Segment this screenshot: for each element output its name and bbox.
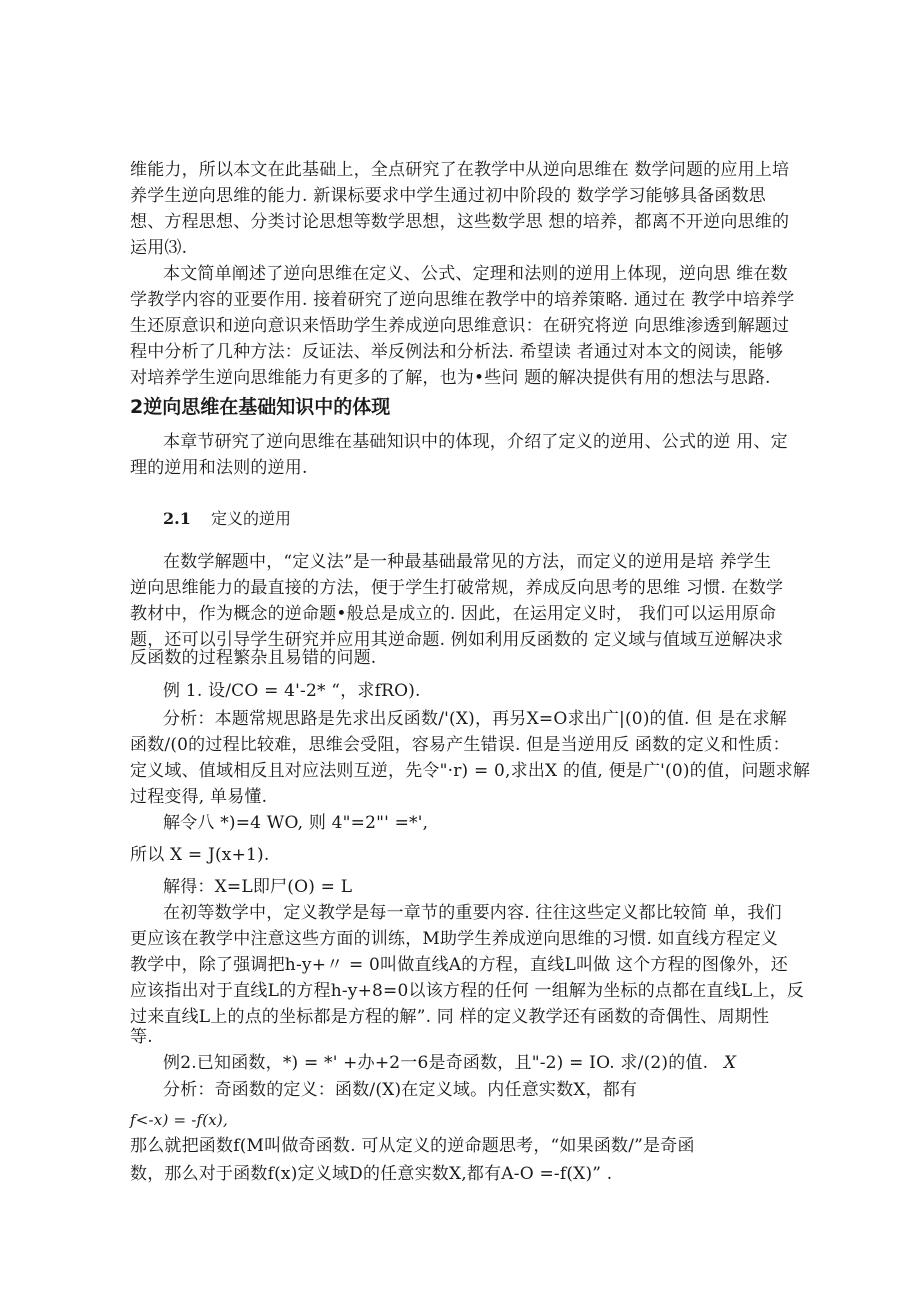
- paragraph-line: 生还原意识和逆向意识来悟助学生养成逆向思维意识：在研究将逆 向思维渗透到解题过: [130, 316, 790, 336]
- paragraph-line: 在初等数学中，定义教学是每一章节的重要内容. 往往这些定义都比较简 单，我们: [163, 903, 782, 923]
- solution-line: 所以 X = J(x+1).: [130, 845, 270, 865]
- paragraph-line: 维能力，所以本文在此基础上，全点研究了在教学中从逆向思维在 数学问题的应用上培: [130, 160, 790, 180]
- paragraph-line: 想、方程思想、分类讨论思想等数学思想，这些数学思 想的培养，都离不开逆向思维的: [130, 212, 790, 232]
- paragraph-line: 教学中，除了强调把h-y+〃 = 0叫做直线A的方程，直线L叫做 这个方程的图像外，还: [130, 955, 788, 975]
- paragraph-line: 程中分析了几种方法：反证法、举反例法和分析法. 希望读 者通过对本文的阅读，能够: [130, 342, 784, 362]
- paragraph-line: 应该指出对于直线L的方程h-y+8=0以该方程的任何 一组解为坐标的点都在直线L上，反: [130, 981, 804, 1001]
- paragraph-line: 反函数的过程繁杂且易错的问题.: [130, 648, 377, 668]
- solution-line: 解得：X=L即尸(O) = L: [163, 877, 353, 897]
- analysis-line: 函数/(0的过程比较难，思维会受阻，容易产生错误. 但是当逆用反 函数的定义和性质：: [130, 735, 790, 755]
- paragraph-line: 题，还可以引导学生研究并应用其逆命题. 例如利用反函数的 定义域与值域互逆解决求: [130, 630, 784, 650]
- section-heading: 2逆向思维在基础知识中的体现: [130, 396, 391, 418]
- paragraph-line: 理的逆用和法则的逆用.: [130, 458, 308, 478]
- paragraph-line: 数，那么对于函数f(x)定义域D的任意实数X,都有A-O =-f(X)” .: [130, 1164, 613, 1184]
- paragraph-line: 那么就把函数f(M叫做奇函数. 可从定义的逆命题思考，“如果函数/”是奇函: [130, 1136, 695, 1156]
- paragraph-line: 学教学内容的亚要作用. 接着研究了逆向思维在教学中的培养策略. 通过在 教学中培养学: [130, 290, 795, 310]
- paragraph-line: 本章节研究了逆向思维在基础知识中的体现，介绍了定义的逆用、公式的逆 用、定: [163, 432, 788, 452]
- paragraph-line: 更应该在教学中注意这些方面的训练，M助学生养成逆向思维的习惯. 如直线方程定义: [130, 929, 779, 949]
- paragraph-line: 等.: [130, 1027, 153, 1047]
- paragraph-line: 养学生逆向思维的能力. 新课标要求中学生通过初中阶段的 数学学习能够具备函数思: [130, 186, 767, 206]
- paragraph-line: 运用⑶.: [130, 238, 188, 258]
- analysis-line: 分析：奇函数的定义：函数/(X)在定义域。内任意实数X，都有: [163, 1080, 638, 1100]
- analysis-line: 过程变得, 单易懂.: [130, 787, 268, 807]
- paragraph-line: 对培养学生逆向思维能力有更多的了解，也为•些问 题的解决提供有用的想法与思路.: [130, 368, 771, 388]
- paragraph-line: 在数学解题中，“定义法”是一种最基础最常见的方法，而定义的逆用是培 养学生: [163, 552, 772, 572]
- paragraph-line: 过来直线L上的点的坐标都是方程的解”. 同 样的定义教学还有函数的奇偶性、周期性: [130, 1007, 770, 1027]
- example-text: 例2.已知函数，*) = *' +办+2一6是奇函数，且"-2) = IO. 求/(2)的值.: [163, 1053, 709, 1073]
- solution-line: 解令八 *)=4 WO, 则 4"=2"' =*',: [163, 813, 429, 833]
- subsection-number: 2.1: [163, 509, 191, 528]
- paragraph-line: 教材中，作为概念的逆命题•般总是成立的. 因此，在运用定义时， 我们可以运用原命: [130, 604, 777, 624]
- example-statement: 例 1. 设/CO = 4'-2* “，求fRO).: [163, 681, 421, 701]
- subsection-heading: [163, 507, 291, 531]
- analysis-line: 定义域、值域相反且对应法则互逆，先令"·r) = 0,求出X 的值, 便是广'(0)的值，问题求解: [130, 761, 811, 781]
- paragraph-line: 本文简单阐述了逆向思维在定义、公式、定理和法则的逆用上体现，逆向思 维在数: [163, 264, 788, 284]
- formula: f<-x) = -f(x),: [130, 1111, 228, 1129]
- analysis-line: 分析：本题常规思路是先求出反函数/'(X)，再另X=O求出广|(0)的值. 但 是在求解: [163, 709, 787, 729]
- subsection-title: 定义的逆用: [211, 509, 292, 528]
- example-statement: [163, 1051, 736, 1075]
- example-mark: X: [723, 1053, 737, 1073]
- paragraph-line: 逆向思维能力的最直接的方法，便于学生打破常规，养成反向思考的思维 习惯. 在数学: [130, 578, 784, 598]
